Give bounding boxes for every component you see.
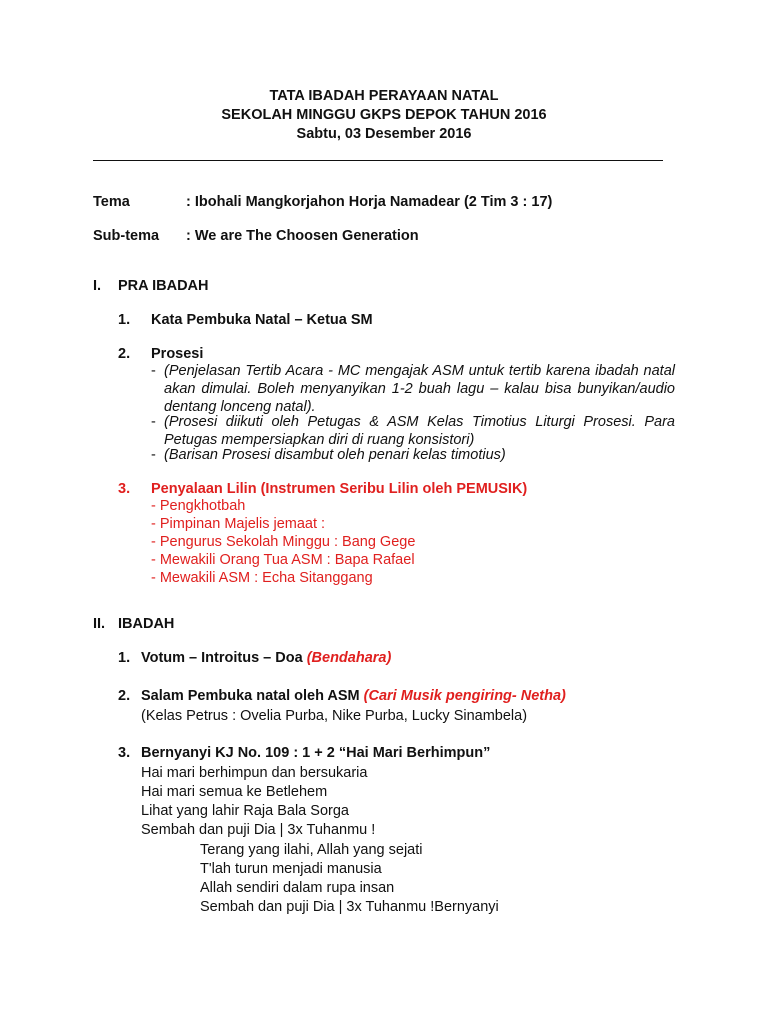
lilin-list-item: - Mewakili Orang Tua ASM : Bapa Rafael (151, 552, 415, 568)
lilin-list-item: - Mewakili ASM : Echa Sitanggang (151, 570, 373, 586)
section-2-number: II. (93, 616, 106, 632)
item-3-title: Penyalaan Lilin (Instrumen Seribu Lilin oleh PEMUSIK) (151, 481, 528, 497)
lilin-list-item: - Pengurus Sekolah Minggu : Bang Gege (151, 534, 416, 550)
lyric-line: Allah sendiri dalam rupa insan (200, 880, 395, 896)
item-2-title: Prosesi (151, 346, 204, 362)
section-1-title: PRA IBADAH (118, 278, 209, 294)
item-2-number: 2. (118, 346, 131, 362)
header-divider (93, 160, 663, 161)
section-2-title: IBADAH (118, 616, 175, 632)
ibadah-item-3-number: 3. (118, 745, 131, 761)
ibadah-item-1 (141, 649, 391, 667)
ibadah-item-3-title: Bernyanyi KJ No. 109 : 1 + 2 “Hai Mari Berhimpun” (141, 745, 491, 761)
prosesi-note-3: (Barisan Prosesi disambut oleh penari kelas timotius) (164, 447, 506, 463)
section-1-number: I. (93, 278, 102, 294)
ibadah-item-2-note: (Cari Musik pengiring- Netha) (363, 688, 566, 704)
ibadah-item-1-note: (Bendahara) (306, 650, 392, 666)
ibadah-item-2-text: Salam Pembuka natal oleh ASM (141, 688, 364, 704)
tema-label: Tema (93, 194, 130, 210)
ibadah-item-1-text: Votum – Introitus – Doa (141, 650, 307, 666)
ibadah-item-1-number: 1. (118, 650, 131, 666)
ibadah-item-2-number: 2. (118, 688, 131, 704)
subtema-label: Sub-tema (93, 228, 160, 244)
title-date: Sabtu, 03 Desember 2016 (296, 126, 472, 142)
item-1-number: 1. (118, 312, 131, 328)
lyric-line: T'lah turun menjadi manusia (200, 861, 382, 877)
bullet-dash: - (151, 363, 156, 379)
ibadah-item-2-sub: (Kelas Petrus : Ovelia Purba, Nike Purba, Lucky Sinambela) (141, 708, 528, 724)
title-line-2: SEKOLAH MINGGU GKPS DEPOK TAHUN 2016 (221, 107, 547, 123)
prosesi-note-2: (Prosesi diikuti oleh Petugas & ASM Kelas Timotius Liturgi Prosesi. Para Petugas mempersiapkan diri di ruang konsistori) (164, 414, 675, 448)
lyric-line: Terang yang ilahi, Allah yang sejati (200, 842, 423, 858)
lyric-line: Lihat yang lahir Raja Bala Sorga (141, 803, 349, 819)
item-1-text: Kata Pembuka Natal – Ketua SM (151, 312, 373, 328)
lilin-list-item: - Pimpinan Majelis jemaat : (151, 516, 326, 532)
lyric-line: Hai mari semua ke Betlehem (141, 784, 328, 800)
title-line-1: TATA IBADAH PERAYAAN NATAL (269, 88, 499, 104)
bullet-dash: - (151, 447, 156, 463)
ibadah-item-2 (141, 687, 566, 705)
lilin-list-item: - Pengkhotbah (151, 498, 246, 514)
lyric-line: Hai mari berhimpun dan bersukaria (141, 765, 368, 781)
prosesi-note-1: (Penjelasan Tertib Acara - MC mengajak ASM untuk tertib karena ibadah natal akan dimulai. Boleh menyanyikan 1-2 buah lagu – kalau bisa bunyikan/audio dentang lonceng natal). (164, 363, 675, 415)
subtema-value: : We are The Choosen Generation (186, 228, 419, 244)
tema-value: : Ibohali Mangkorjahon Horja Namadear (2 Tim 3 : 17) (186, 194, 553, 210)
lyric-line: Sembah dan puji Dia | 3x Tuhanmu !Bernyanyi (200, 899, 499, 915)
item-3-number: 3. (118, 481, 131, 497)
bullet-dash: - (151, 414, 156, 430)
lyric-line: Sembah dan puji Dia | 3x Tuhanmu ! (141, 822, 376, 838)
